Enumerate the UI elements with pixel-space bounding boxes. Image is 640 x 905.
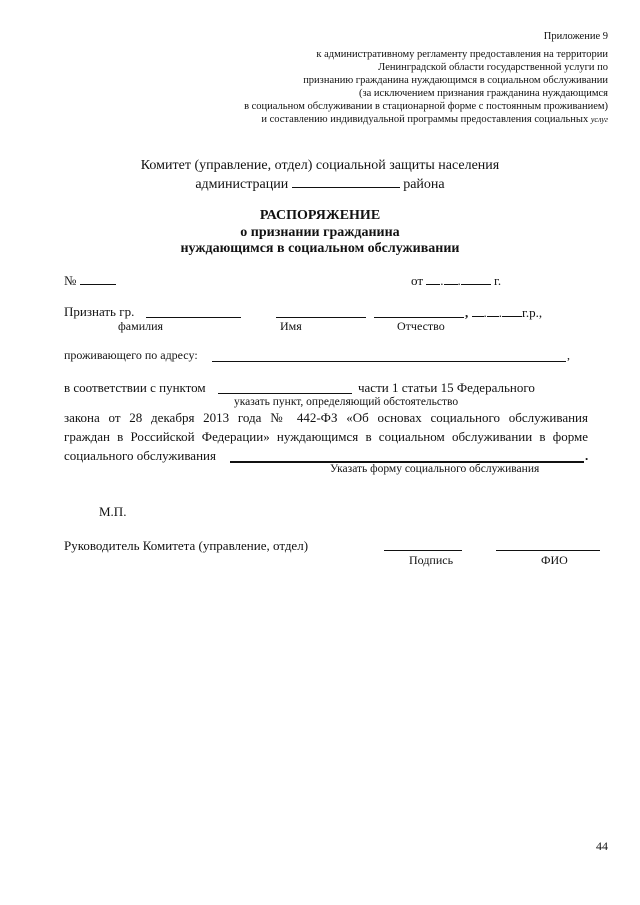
appendix-line: к административному регламенту предоставления на территории bbox=[316, 49, 608, 60]
birth-day-blank[interactable] bbox=[472, 304, 484, 317]
signature-label: Руководитель Комитета (управление, отдел) bbox=[64, 538, 309, 553]
appendix-line: Ленинградской области государственной услуги по bbox=[378, 62, 608, 73]
clause-caption: указать пункт, определяющий обстоятельство bbox=[234, 396, 459, 408]
form-caption: Указать форму социального обслуживания bbox=[330, 463, 540, 475]
address-comma: , bbox=[567, 348, 570, 362]
date-field: от . . г. bbox=[411, 273, 502, 288]
document-subtitle: о признании гражданина bbox=[240, 225, 400, 240]
number-label: № bbox=[64, 273, 77, 288]
appendix-line: (за исключением признания гражданина нуждающимся bbox=[358, 88, 608, 99]
address-label: проживающего по адресу: bbox=[64, 348, 198, 362]
organization-line2 bbox=[0, 175, 640, 194]
date-year-blank[interactable] bbox=[461, 272, 491, 285]
signature-blank[interactable] bbox=[384, 538, 462, 551]
patronymic-blank[interactable] bbox=[374, 305, 464, 318]
caption-signature: Подпись bbox=[409, 553, 454, 567]
birth-suffix: г.р., bbox=[522, 305, 543, 320]
birth-date-field: , . . г.р., bbox=[465, 305, 543, 320]
page-number: 44 bbox=[596, 839, 608, 853]
caption-surname: фамилия bbox=[118, 319, 164, 333]
basis-suffix: части 1 статьи 15 Федерального bbox=[358, 380, 535, 395]
service-form-blank[interactable] bbox=[230, 449, 584, 463]
organization-suffix: района bbox=[403, 177, 445, 192]
birth-month-blank[interactable] bbox=[487, 304, 499, 317]
form-period: . bbox=[585, 448, 589, 463]
appendix-line-last bbox=[261, 113, 608, 127]
stamp-label: М.П. bbox=[99, 504, 127, 519]
appendix-tail-word: услуг bbox=[590, 115, 608, 124]
caption-full-name: ФИО bbox=[541, 553, 568, 567]
appendix-label: Приложение 9 bbox=[543, 31, 608, 42]
district-blank[interactable] bbox=[292, 175, 400, 188]
clause-blank[interactable] bbox=[218, 381, 352, 394]
law-line: закона от 28 декабря 2013 года № 442-ФЗ «Об основах социального обслуживания bbox=[64, 410, 588, 425]
law-line: граждан в Российской Федерации» нуждающимся в социальном обслуживании в форме bbox=[64, 429, 588, 444]
surname-blank[interactable] bbox=[146, 305, 241, 318]
organization-prefix: администрации bbox=[195, 177, 289, 192]
name-blank[interactable] bbox=[276, 305, 366, 318]
date-label: от bbox=[411, 273, 424, 288]
address-blank[interactable] bbox=[212, 349, 566, 362]
recognize-label: Признать гр. bbox=[64, 304, 135, 319]
birth-year-blank[interactable] bbox=[502, 304, 522, 317]
date-month-blank[interactable] bbox=[444, 272, 458, 285]
appendix-line: в социальном обслуживании в стационарной форме с постоянным проживанием) bbox=[244, 101, 608, 112]
caption-patronymic: Отчество bbox=[397, 319, 445, 333]
date-suffix: г. bbox=[494, 273, 502, 288]
caption-name: Имя bbox=[280, 319, 302, 333]
full-name-blank[interactable] bbox=[496, 538, 600, 551]
document-subtitle: нуждающимся в социальном обслуживании bbox=[180, 241, 460, 256]
number-field bbox=[64, 272, 116, 289]
date-day-blank[interactable] bbox=[426, 272, 440, 285]
document-title: РАСПОРЯЖЕНИЕ bbox=[259, 208, 381, 223]
basis-prefix: в соответствии с пунктом bbox=[64, 380, 206, 395]
appendix-line: признанию гражданина нуждающимся в социальном обслуживании bbox=[303, 75, 608, 86]
organization-line1: Комитет (управление, отдел) социальной защиты населения bbox=[140, 158, 500, 173]
number-blank[interactable] bbox=[80, 272, 116, 285]
form-label: социального обслуживания bbox=[64, 448, 216, 463]
appendix-line: и составлению индивидуальной программы предоставления социальных bbox=[261, 114, 589, 125]
